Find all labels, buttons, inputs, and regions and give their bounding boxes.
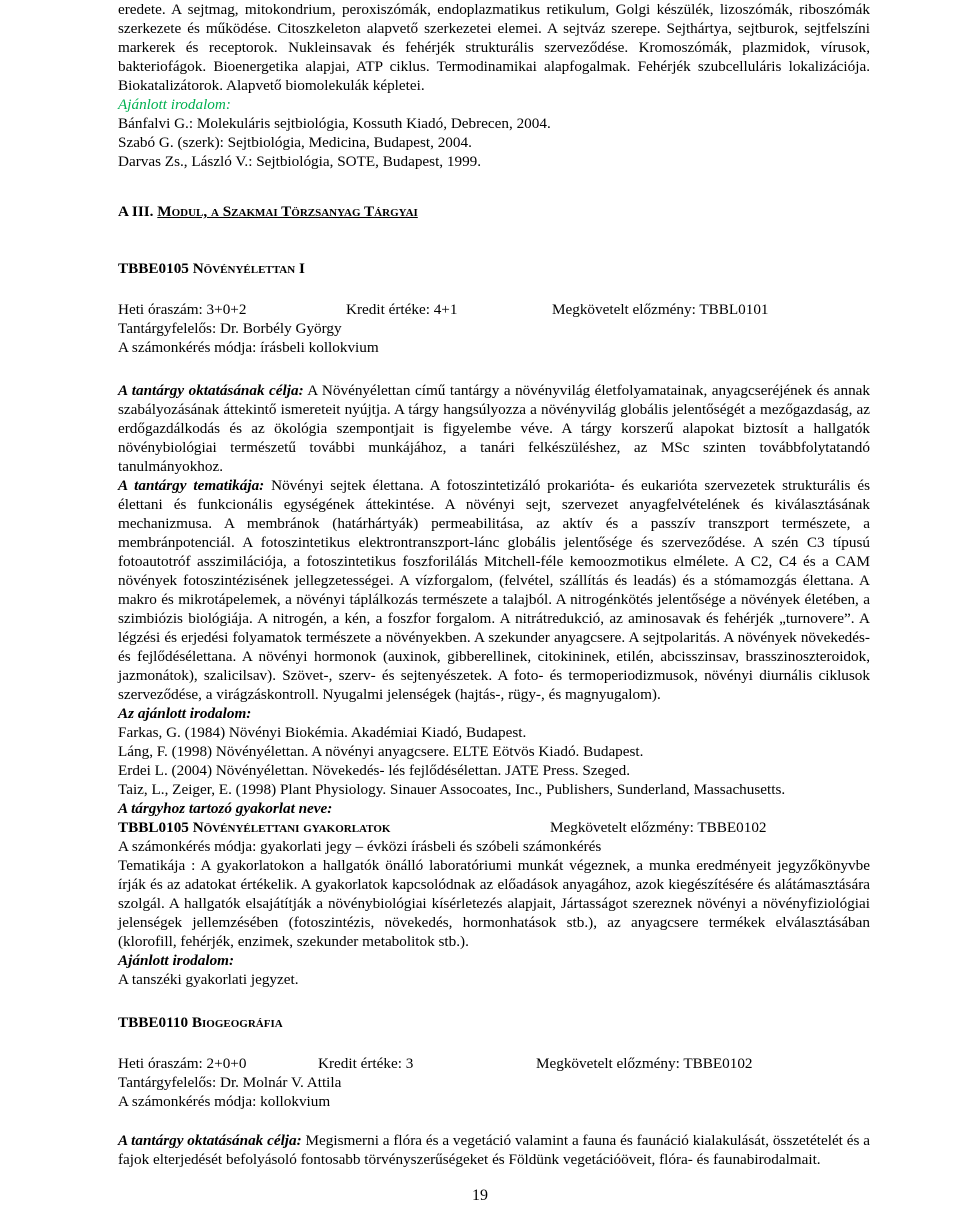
prerequisite: Megkövetelt előzmény: TBBE0102 (536, 1055, 753, 1072)
intro-paragraph: eredete. A sejtmag, mitokondrium, peroxiszómák, endoplazmatikus retikulum, Golgi készülék, lizoszómák, riboszómák szerkezete és működése. Citoszkeleton alapvető szerkezetei elemei. A sejtváz szerepe. Sejthártya, sejtburok, sejtfelszíni markerek és receptorok. Nukleinsavak és fehérjék strukturális szerveződése. Kromoszómák, plazmidok, vírusok, bakteriofágok. Bioenergetika alapjai, ATP ciklus. Termodinamikai alapfogalmak. Fehérjék szubcelluláris lokalizációja. Biokatalizátorok. Alapvető biomolekulák képletei. (118, 1, 870, 94)
module-number: A III. (118, 203, 158, 220)
prerequisite: Megkövetelt előzmény: TBBL0101 (552, 301, 769, 318)
literature-item: Szabó G. (szerk): Sejtbiológia, Medicina, Budapest, 2004. (118, 134, 472, 151)
course-name: Biogeográfia (191, 1014, 283, 1031)
topics-label: A tantárgy tematikája: (118, 477, 265, 494)
course-topics (118, 476, 870, 704)
page-number: 19 (472, 1187, 488, 1204)
literature-item: Láng, F. (1998) Növényélettan. A növényi anyagcsere. ELTE Eötvös Kiadó. Budapest. (118, 743, 644, 760)
practice-literature-heading: Ajánlott irodalom: (118, 952, 235, 969)
course-responsible: Tantárgyfelelős: Dr. Borbély György (118, 320, 342, 337)
goal-label: A tantárgy oktatásának célja: (118, 1132, 302, 1149)
assessment-method: A számonkérés módja: írásbeli kollokvium (118, 339, 379, 356)
course-goal (118, 381, 870, 476)
document-page (118, 0, 870, 1169)
course-meta-row (118, 300, 870, 319)
credit-value: Kredit értéke: 4+1 (346, 301, 458, 318)
goal-text: Megismerni a flóra és a vegetáció valamint a fauna és faunáció kialakulását, összetételét és a fajok elterjedését befolyásoló fontosabb törvényszerűségeket és Földünk vegetációöveit, flóra- és faunabirodalmait. (118, 1132, 870, 1168)
course-meta-row (118, 1054, 870, 1073)
literature-heading: Ajánlott irodalom: (118, 96, 231, 113)
module-heading (118, 202, 870, 221)
practice-title-row (118, 818, 870, 837)
literature-item: Erdei L. (2004) Növényélettan. Növekedés- lés fejlődésélettan. JATE Press. Szeged. (118, 762, 630, 779)
module-title: Modul, a Szakmai Törzsanyag Tárgyai (157, 203, 418, 220)
course-title (118, 1013, 870, 1032)
course-title (118, 259, 870, 278)
assessment-method: A számonkérés módja: kollokvium (118, 1093, 331, 1110)
topics-text: Növényi sejtek élettana. A fotoszintetizáló prokarióta- és eukarióta szervezetek strukturális és élettani és funkcionális egységének áttekintése. A növényi sejt, szervezet anyagfelvételének és kiválasztásának mechanizmusa. A membránok (határhártyák) permeabilitása, az aktív és a passzív transzport természete, a membránpotenciál. A fotoszintetikus elektrontranszport-lánc globális jelentősége és szerveződése. A szén C3 típusú fotoautotróf asszimilációja, a fotoszintetikus foszforilálás Mitchell-féle kemoozmotikus elmélete. A C2, C4 és a CAM növények fotoszintézisének jellegzetességei. A vízforgalom, (felvétel, szállítás és leadás) és a stómamozgás élettana. A makro és mikrotápelemek, a növényi táplálkozás természete a talajból. A nitrogénkötés jelentősége a növények életében, a szimbiózis biológiája. A nitrogén, a kén, a foszfor forgalom. A nitrátredukció, az aminosavak és fehérjék „turnovere”. A légzési és erjedési folyamatok természete a növényekben. A szekunder anyagcsere. A sejtpolaritás. A növények növekedés- és fejlődésélettana. A növényi hormonok (auxinok, gibberellinek, citokininek, etilén, abcisszinsav, brasszinoszteroidok, jazmonátok), szalicilsav). Szövet-, szerv- és sejtenyészetek. A foto- és termoperiodizmusok, növényi diurnális ciklusok szerveződése, a virágzáskontroll. Nyugalmi jelenségek (hajtás-, rügy-, és magnyugalom). (118, 477, 870, 703)
credit-value: Kredit értéke: 3 (318, 1055, 414, 1072)
practice-title (118, 818, 550, 837)
literature-item: Taiz, L., Zeiger, E. (1998) Plant Physiology. Sinauer Assocoates, Inc., Publishers, Sunderland, Massachusetts. (118, 781, 786, 798)
literature-item: Darvas Zs., László V.: Sejtbiológia, SOTE, Budapest, 1999. (118, 153, 482, 170)
weekly-hours: Heti óraszám: 2+0+0 (118, 1055, 247, 1072)
course-responsible: Tantárgyfelelős: Dr. Molnár V. Attila (118, 1074, 342, 1091)
practice-name: Növényélettani gyakorlatok (192, 819, 391, 836)
practice-topics: Tematikája : A gyakorlatokon a hallgatók önálló laboratóriumi munkát végeznek, a munka eredményeit jegyzőkönyvbe írják és az adatokat értékelik. A gyakorlatok kapcsolódnak az előadások anyagához, azok kiegészítésére és alátámasztására szolgál. A hallgatók elsajátítják a növénybiológiai kísérletezés alapjait, Jártasságot szereznek növényi a növényfiziológiai jelenségek jellemzésében (fotoszintézis, növekedés, hormonhatások stb.), az anyagcsere termékek elválasztásában (klorofill, fehérjék, enzimek, szekunder metabolitok stb.). (118, 857, 870, 950)
practice-heading: A tárgyhoz tartozó gyakorlat neve: (118, 800, 333, 817)
weekly-hours: Heti óraszám: 3+0+2 (118, 301, 247, 318)
practice-assessment: A számonkérés módja: gyakorlati jegy – évközi írásbeli és szóbeli számonkérés (118, 838, 602, 855)
course-goal (118, 1131, 870, 1169)
practice-prerequisite: Megkövetelt előzmény: TBBE0102 (550, 819, 767, 836)
practice-code: TBBL0105 (118, 819, 193, 836)
practice-literature-item: A tanszéki gyakorlati jegyzet. (118, 971, 299, 988)
recommended-literature-heading: Az ajánlott irodalom: (118, 705, 252, 722)
literature-item: Farkas, G. (1984) Növényi Biokémia. Akadémiai Kiadó, Budapest. (118, 724, 527, 741)
goal-text: A Növényélettan című tantárgy a növényvilág életfolyamatainak, anyagcseréjének és annak szabályozásának áttekintő ismereteit nyújtja. A tárgy hangsúlyozza a növényvilág globális jelentőségét a mezőgazdaság, az erdőgazdálkodás és az ökológia szempontjait is figyelembe véve. A tárgy korszerű alapokat biztosít a hallgatók növénybiológiai természetű további munkájához, a tanári felkészüléshez, az MSc szinten továbbfolytatandó tanulmányokhoz. (118, 382, 870, 475)
course-code: TBBE0110 (118, 1014, 192, 1031)
course-code: TBBE0105 (118, 260, 193, 277)
literature-item: Bánfalvi G.: Molekuláris sejtbiológia, Kossuth Kiadó, Debrecen, 2004. (118, 115, 551, 132)
course-name: Növényélettan I (192, 260, 305, 277)
goal-label: A tantárgy oktatásának célja: (118, 382, 304, 399)
